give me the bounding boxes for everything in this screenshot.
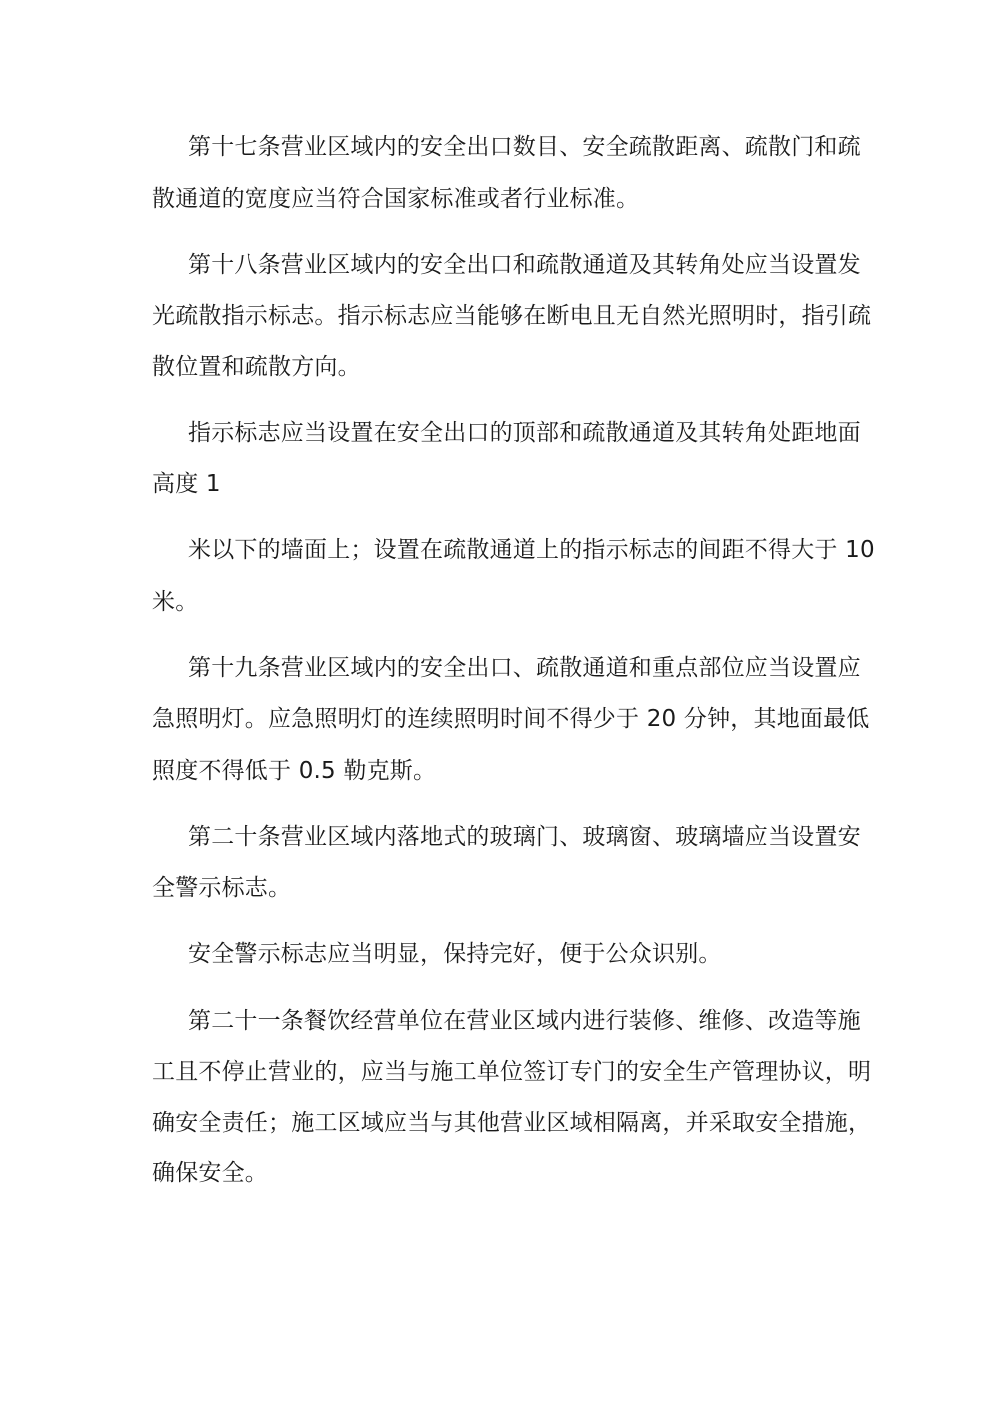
- text-line: 第十八条营业区域内的安全出口和疏散通道及其转角处应当设置发: [188, 252, 861, 278]
- text-line: 散通道的宽度应当符合国家标准或者行业标准。: [152, 186, 640, 212]
- text-line: 米以下的墙面上；设置在疏散通道上的指示标志的间距不得大于 10: [188, 537, 875, 563]
- text-line: 高度 1: [152, 471, 221, 497]
- text-line: 安全警示标志应当明显，保持完好，便于公众识别。: [188, 941, 722, 967]
- text-line: 确安全责任；施工区域应当与其他营业区域相隔离，并采取安全措施，: [152, 1110, 872, 1136]
- text-line: 全警示标志。: [152, 875, 292, 901]
- text-line: 光疏散指示标志。指示标志应当能够在断电且无自然光照明时，指引疏: [152, 303, 872, 329]
- text-line: 第二十条营业区域内落地式的玻璃门、玻璃窗、玻璃墙应当设置安: [188, 824, 861, 850]
- text-line: 米。: [152, 589, 199, 615]
- text-line: 照度不得低于 0.5 勒克斯。: [152, 758, 437, 784]
- text-line: 第十九条营业区域内的安全出口、疏散通道和重点部位应当设置应: [188, 655, 861, 681]
- text-line: 第二十一条餐饮经营单位在营业区域内进行装修、维修、改造等施: [188, 1008, 861, 1034]
- text-line: 急照明灯。应急照明灯的连续照明时间不得少于 20 分钟，其地面最低: [152, 706, 870, 732]
- text-line: 第十七条营业区域内的安全出口数目、安全疏散距离、疏散门和疏: [188, 134, 861, 160]
- text-line: 散位置和疏散方向。: [152, 354, 361, 380]
- text-line: 确保安全。: [152, 1160, 268, 1186]
- text-line: 指示标志应当设置在安全出口的顶部和疏散通道及其转角处距地面: [188, 420, 861, 446]
- text-line: 工且不停止营业的，应当与施工单位签订专门的安全生产管理协议，明: [152, 1059, 872, 1085]
